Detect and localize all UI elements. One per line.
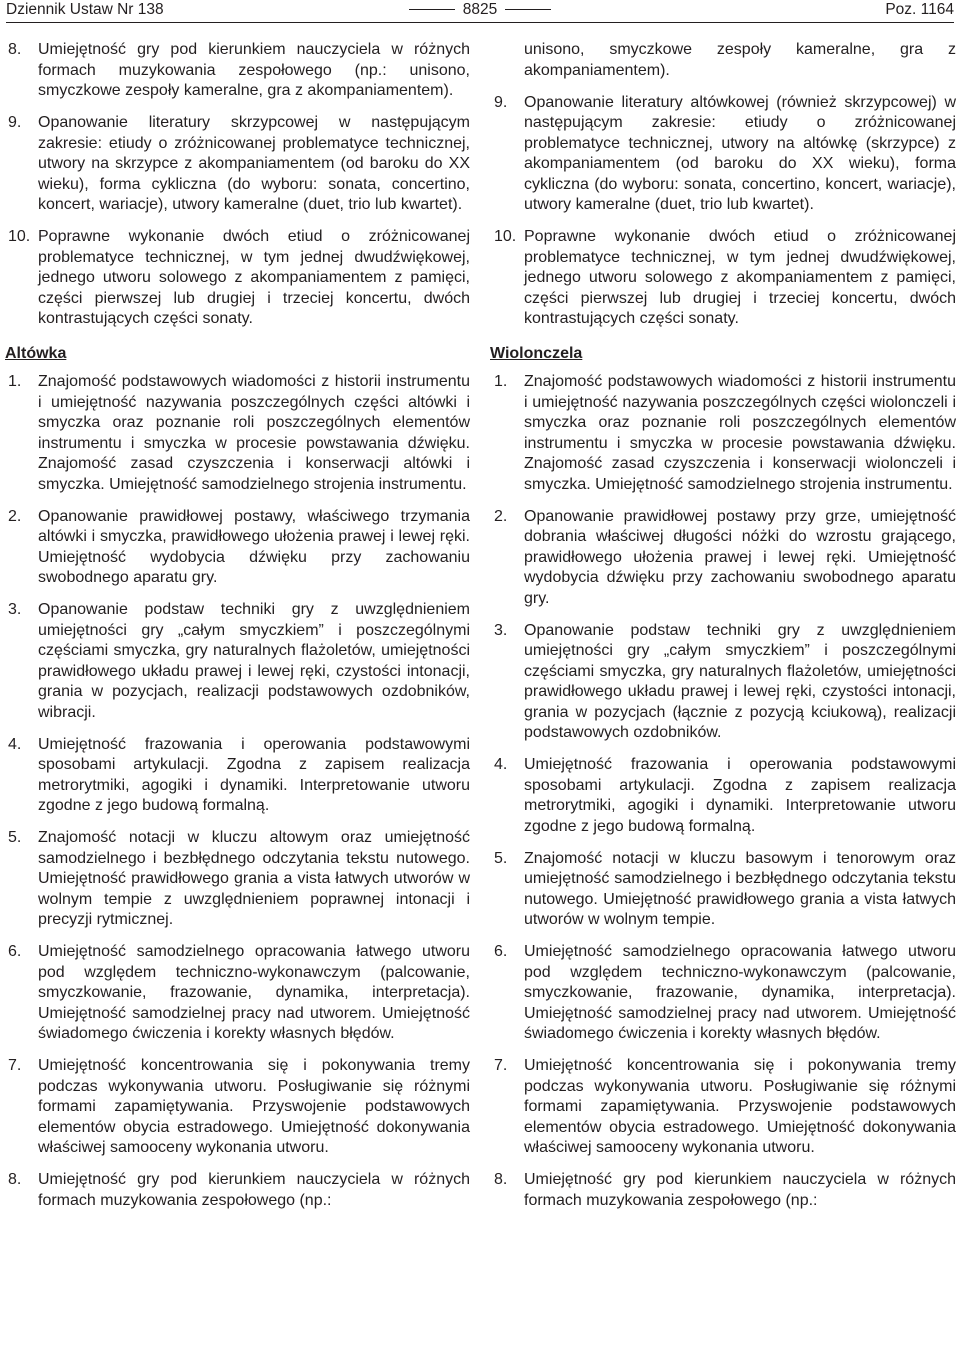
- list-item: [494, 507, 956, 610]
- journal-title: Dziennik Ustaw Nr 138: [6, 1, 164, 18]
- list-item: [8, 1056, 470, 1159]
- page-number: 8825: [462, 1, 498, 18]
- position-number: Poz. 1164: [885, 1, 954, 18]
- item-text: Umiejętność frazowania i operowania podstawowymi sposobami artykulacji. Zgodna z zapisem realizacja metrorytmiki, agogiki i dynamiki. Interpretowanie utworu zgodne z jego budową formalną.: [524, 756, 956, 835]
- item-text: Umiejętność frazowania i operowania podstawowymi sposobami artykulacji. Zgodna z zapisem realizacja metrorytmiki, agogiki i dynamiki. Interpretowanie utworu zgodne z jego budową formalną.: [38, 735, 470, 814]
- right-column: [490, 40, 956, 1223]
- item-number: 8.: [8, 41, 22, 58]
- item-number: 7.: [8, 1057, 22, 1074]
- item-text: Opanowanie literatury altówkowej (również skrzypcowej) w następującym zakresie: etiudy o zróżnicowanej problematyce technicznej, utwory na altówkę (skrzypce) z akompaniamentem (od baroku do XX wieku), forma cykliczna (do wyboru: sonata, concertino, koncert, wariacje), utwory kameralne (duet, trio lub kwartet).: [524, 93, 956, 213]
- item-number: 6.: [494, 943, 508, 960]
- right-items-bottom: [494, 372, 956, 1211]
- list-item: [494, 1056, 956, 1159]
- right-items-top: [494, 93, 956, 330]
- list-item: [8, 372, 470, 495]
- item-number: 8.: [494, 1171, 508, 1188]
- list-item: [8, 600, 470, 723]
- item-number: 4.: [494, 756, 508, 773]
- item-number: 3.: [8, 601, 22, 618]
- item-number: 5.: [494, 849, 508, 867]
- item-text: Umiejętność gry pod kierunkiem nauczyciela w różnych formach muzykowania zespołowego (np.: unisono, smyczkowe zespoły kameralne, gra z akompaniamentem).: [38, 41, 470, 99]
- list-item: [494, 621, 956, 744]
- section-heading-wiolonczela: Wiolonczela: [490, 344, 583, 362]
- continuation-text: unisono, smyczkowe zespoły kameralne, gra z akompaniamentem).: [524, 41, 956, 79]
- left-items-top: [8, 40, 470, 330]
- item-text: Umiejętność samodzielnego opracowania łatwego utworu pod względem techniczno-wykonawczym (palcowanie, smyczkowanie, frazowanie, dynamika, interpretacja). Umiejętność samodzielnej pracy nad utworem. Umiejętność świadomego ćwiczenia i korekty własnych błędów.: [38, 943, 470, 1042]
- list-item: [494, 372, 956, 495]
- item-number: 7.: [494, 1057, 508, 1074]
- left-items-bottom: [8, 372, 470, 1211]
- item-text: Opanowanie podstaw techniki gry z uwzględnieniem umiejętności gry „całym smyczkiem” i poszczególnymi częściami smyczka, gry naturalnych flażoletów, umiejętności prawidłowego układu prawej i lewej ręki, czystości intonacji, grania w pozycjach, realizacji podstawowych ozdobników, wibracji.: [38, 601, 470, 721]
- item-number: 10.: [8, 228, 31, 245]
- item-number: 1.: [494, 373, 508, 390]
- list-item: [8, 40, 470, 102]
- item-text: Umiejętność koncentrowania się i pokonywania tremy podczas wykonywania utworu. Posługiwanie się różnymi formami zapamiętywania. Przyswojenie podstawowych elementów obycia estradowego. Umiejętność dokonywania właściwej samooceny wykonania utworu.: [38, 1057, 470, 1156]
- item-text: Znajomość notacji w kluczu altowym oraz umiejętność samodzielnego i bezbłędnego odczytania tekstu nutowego. Umiejętność prawidłowego grania a vista łatwych utworów w wolnym tempie z uwzględnieniem poprawnej intonacji i precyzji rytmicznej.: [38, 829, 470, 928]
- list-item: [494, 227, 956, 330]
- item-text: Opanowanie prawidłowej postawy przy grze, umiejętność dobrania właściwej długości nóżki do wzrostu grającego, prawidłowego ułożenia prawej i lewej ręki. Umiejętność wydobycia dźwięku przy zachowaniu swobodnego aparatu gry.: [524, 507, 956, 607]
- list-item: [8, 227, 470, 330]
- item-number: 5.: [8, 829, 22, 846]
- page-number-group: [6, 0, 954, 22]
- item-text: Umiejętność gry pod kierunkiem nauczyciela w różnych formach muzykowania zespołowego (np.:: [38, 1171, 470, 1209]
- item-text: Umiejętność gry pod kierunkiem nauczyciela w różnych formach muzykowania zespołowego (np.:: [524, 1171, 956, 1209]
- item-text: Poprawne wykonanie dwóch etiud o zróżnicowanej problematyce technicznej, w tym jednej dwudźwiękowej, jednego utworu solowego z akompaniamentem z pamięci, części pierwszej lub drugiej i trzeciej koncertu, dwóch kontrastujących części sonaty.: [524, 228, 956, 327]
- item-number: 1.: [8, 373, 22, 390]
- list-item: [8, 507, 470, 589]
- item-number: 4.: [8, 735, 22, 753]
- page-header: [6, 0, 954, 22]
- item-text: Opanowanie literatury skrzypcowej w następującym zakresie: etiudy o zróżnicowanej problematyce technicznej, utwory na skrzypce z akompaniamentem (od baroku do XX wieku), forma cykliczna (do wyboru: sonata, concertino, koncert, wariacje), utwory kameralne (duet, trio lub kwartet).: [38, 114, 470, 213]
- item-text: Znajomość podstawowych wiadomości z historii instrumentu i umiejętność nazywania poszczególnych części wiolonczeli i smyczka oraz poznanie roli poszczególnych elementów instrumentu i smyczka w procesie powstawania dźwięku. Znajomość zasad czyszczenia i konserwacji wiolonczeli i smyczka. Umiejętność samodzielnego strojenia instrumentu.: [524, 373, 956, 493]
- item-number: 9.: [494, 93, 508, 111]
- left-column: [5, 40, 470, 1223]
- item-text: Znajomość podstawowych wiadomości z historii instrumentu i umiejętność nazywania poszczególnych części altówki i smyczka oraz poznanie roli poszczególnych elementów instrumentu i smyczka w procesie powstawania dźwięku. Znajomość zasad czyszczenia i konserwacji altówki i smyczka. Umiejętność samodzielnego strojenia instrumentu.: [38, 373, 470, 493]
- list-item: [8, 735, 470, 817]
- item-text: Umiejętność koncentrowania się i pokonywania tremy podczas wykonywania utworu. Posługiwanie się różnymi formami zapamiętywania. Przyswojenie podstawowych elementów obycia estradowego. Umiejętność dokonywania właściwej samooceny wykonania utworu.: [524, 1057, 956, 1156]
- dash-right: [505, 9, 551, 10]
- section-heading-altowka: Altówka: [5, 344, 67, 362]
- list-item: [8, 113, 470, 216]
- list-item: [8, 828, 470, 931]
- header-rule: [6, 22, 954, 23]
- item-text: Poprawne wykonanie dwóch etiud o zróżnicowanej problematyce technicznej, w tym jednej dwudźwiękowej, jednego utworu solowego z akompaniamentem z pamięci, części pierwszej lub drugiej i trzeciej koncertu, dwóch kontrastujących części sonaty.: [38, 228, 470, 327]
- item-number: 2.: [8, 507, 22, 525]
- item-text: Opanowanie podstaw techniki gry z uwzględnieniem umiejętności gry „całym smyczkiem” i poszczególnymi częściami smyczka, gry naturalnych flażoletów, umiejętności prawidłowego układu prawej i lewej ręki, czystości intonacji, grania w pozycjach (łącznie z pozycją kciukową), realizacji podstawowych ozdobników.: [524, 621, 956, 741]
- dash-left: [409, 9, 455, 10]
- item-text: Opanowanie prawidłowej postawy, właściwego trzymania altówki i smyczka, prawidłowego ułożenia prawej i lewej ręki. Umiejętność wydobycia dźwięku przy zachowaniu swobodnego aparatu gry.: [38, 507, 470, 586]
- list-item: [8, 1170, 470, 1211]
- list-item: [494, 755, 956, 837]
- item-text: Umiejętność samodzielnego opracowania łatwego utworu pod względem techniczno-wykonawczym (palcowanie, smyczkowanie, frazowanie, dynamika, interpretacja). Umiejętność samodzielnej pracy nad utworem. Umiejętność świadomego ćwiczenia i korekty własnych błędów.: [524, 943, 956, 1042]
- item-text: Znajomość notacji w kluczu basowym i tenorowym oraz umiejętność samodzielnego i bezbłędnego odczytania tekstu nutowego. Umiejętność prawidłowego grania a vista łatwych utworów w wolnym tempie.: [524, 849, 956, 928]
- item-number: 8.: [8, 1171, 22, 1188]
- list-item: [494, 849, 956, 931]
- list-item: [8, 942, 470, 1045]
- item-number: 9.: [8, 114, 22, 131]
- list-item: [494, 942, 956, 1045]
- list-item: [494, 1170, 956, 1211]
- item-number: 2.: [494, 507, 508, 525]
- item-number: 3.: [494, 621, 508, 639]
- item-number: 10.: [494, 228, 517, 245]
- list-item: [494, 93, 956, 216]
- item-number: 6.: [8, 943, 22, 960]
